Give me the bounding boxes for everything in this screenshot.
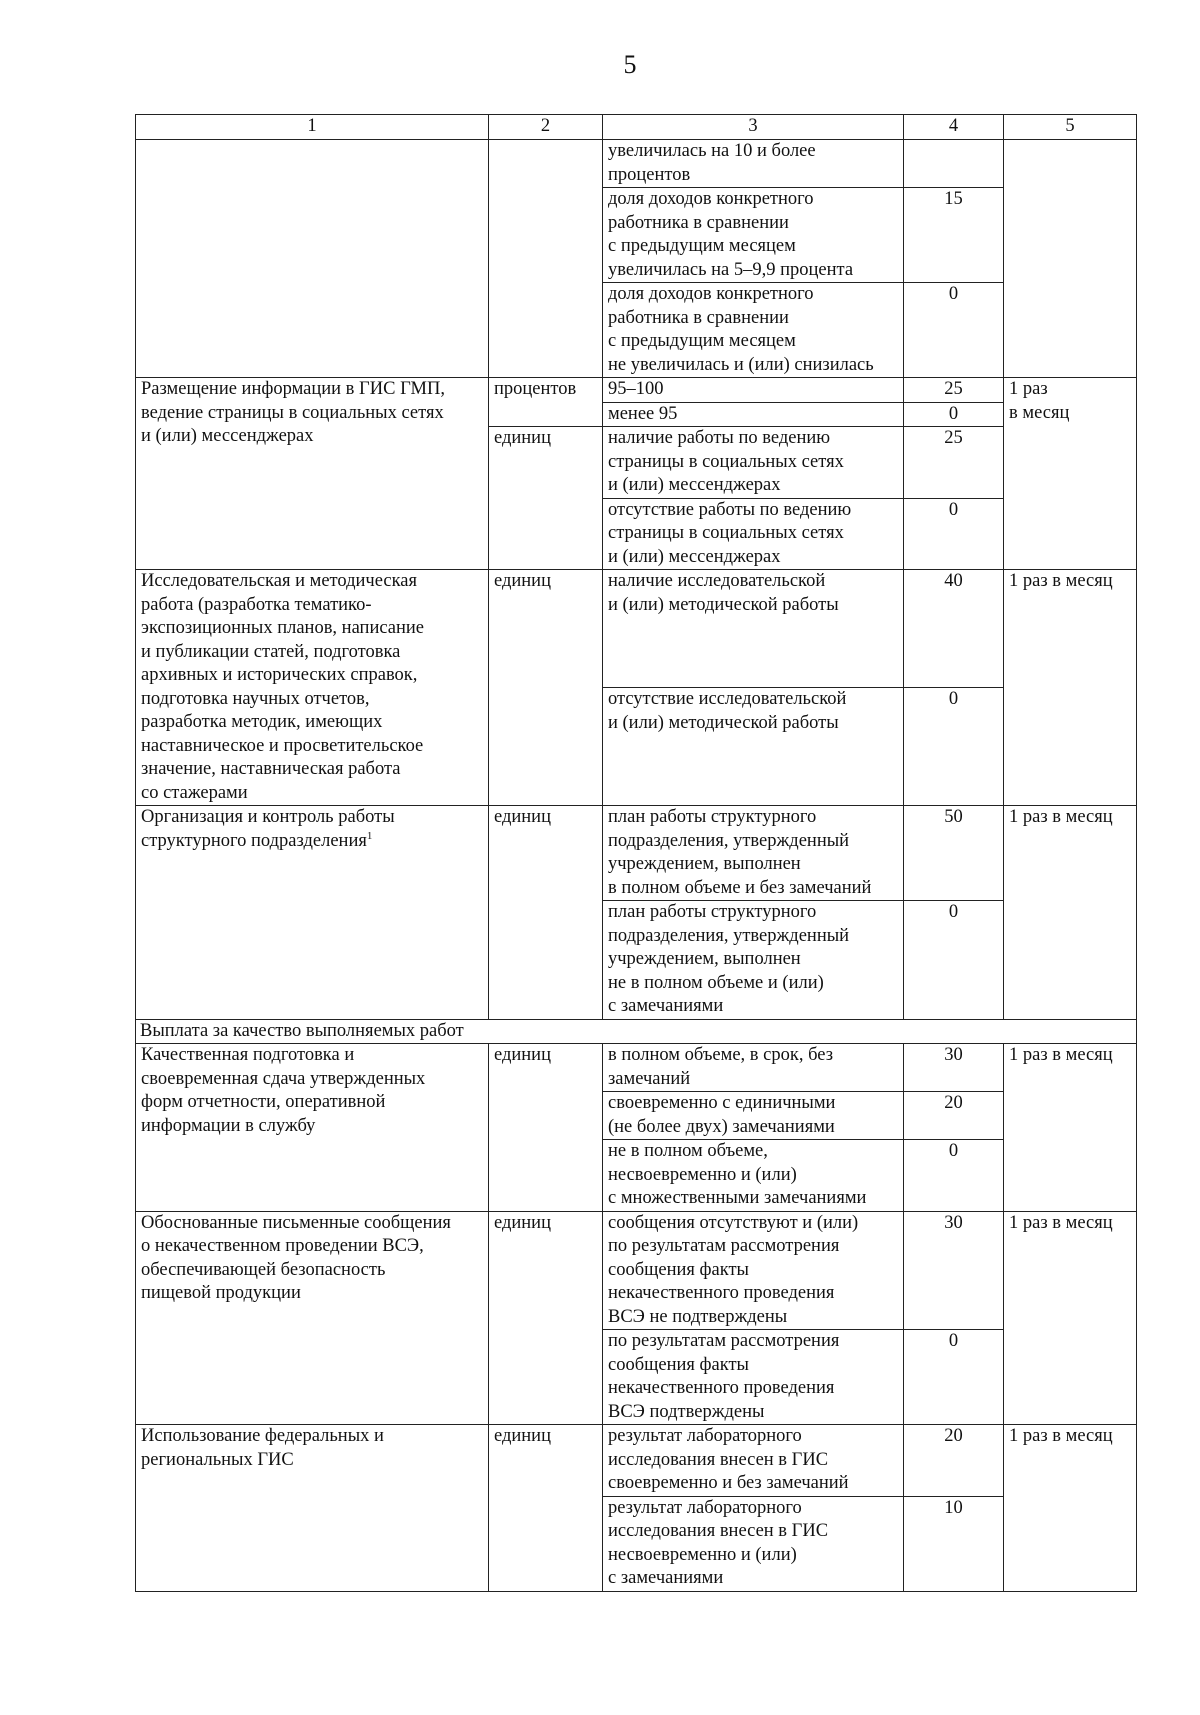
criterion-cell <box>136 140 489 378</box>
frequency-cell <box>1004 140 1137 378</box>
condition-cell: результат лабораторного исследования внесен в ГИС несвоевременно и (или) с замечаниями <box>603 1496 904 1591</box>
condition-cell: по результатам рассмотрения сообщения факты некачественного проведения ВСЭ подтверждены <box>603 1330 904 1425</box>
unit-cell: единиц <box>489 427 603 570</box>
unit-cell <box>489 140 603 378</box>
score-cell: 40 <box>904 570 1004 688</box>
column-number-5: 5 <box>1004 115 1137 140</box>
score-cell: 0 <box>904 1330 1004 1425</box>
condition-cell: в полном объеме, в срок, без замечаний <box>603 1044 904 1092</box>
condition-cell: сообщения отсутствуют и (или) по результатам рассмотрения сообщения факты некачественного проведения ВСЭ не подтверждены <box>603 1211 904 1330</box>
frequency-cell: 1 раз в месяц <box>1004 806 1137 1020</box>
score-cell: 0 <box>904 498 1004 570</box>
criterion-cell: Размещение информации в ГИС ГМП, ведение страницы в социальных сетях и (или) мессенджерах <box>136 378 489 570</box>
unit-cell: единиц <box>489 570 603 806</box>
score-cell: 0 <box>904 1140 1004 1212</box>
condition-cell: план работы структурного подразделения, утвержденный учреждением, выполнен в полном объеме и без замечаний <box>603 806 904 901</box>
section-row <box>136 1019 1137 1044</box>
unit-cell: единиц <box>489 1211 603 1425</box>
score-cell: 25 <box>904 378 1004 403</box>
unit-cell: единиц <box>489 1425 603 1592</box>
criterion-cell: Обоснованные письменные сообщения о некачественном проведении ВСЭ, обеспечивающей безопасность пищевой продукции <box>136 1211 489 1425</box>
score-cell: 10 <box>904 1496 1004 1591</box>
condition-cell: результат лабораторного исследования внесен в ГИС своевременно и без замечаний <box>603 1425 904 1497</box>
score-cell: 0 <box>904 901 1004 1020</box>
score-cell: 0 <box>904 402 1004 427</box>
score-cell: 0 <box>904 688 1004 806</box>
condition-cell: наличие исследовательской и (или) методической работы <box>603 570 904 688</box>
score-cell: 15 <box>904 188 1004 283</box>
score-cell <box>904 140 1004 188</box>
column-number-2: 2 <box>489 115 603 140</box>
score-cell: 30 <box>904 1211 1004 1330</box>
table-row <box>136 1044 1137 1092</box>
unit-cell: единиц <box>489 806 603 1020</box>
condition-cell: доля доходов конкретного работника в сравнении с предыдущим месяцем увеличилась на 5–9,9 процента <box>603 188 904 283</box>
score-cell: 20 <box>904 1425 1004 1497</box>
section-heading: Выплата за качество выполняемых работ <box>136 1019 1137 1044</box>
unit-cell: процентов <box>489 378 603 427</box>
condition-cell: не в полном объеме, несвоевременно и (или) с множественными замечаниями <box>603 1140 904 1212</box>
frequency-cell: 1 раз в месяц <box>1004 570 1137 806</box>
frequency-cell: 1 раз в месяц <box>1004 378 1137 570</box>
score-cell: 50 <box>904 806 1004 901</box>
criterion-cell: Качественная подготовка и своевременная сдача утвержденных форм отчетности, оперативной информации в службу <box>136 1044 489 1212</box>
unit-cell: единиц <box>489 1044 603 1212</box>
criteria-table <box>135 114 1137 1592</box>
criterion-text: Организация и контроль работы структурного подразделения <box>141 807 395 851</box>
condition-cell: своевременно с единичными (не более двух) замечаниями <box>603 1092 904 1140</box>
table-header-row <box>136 115 1137 140</box>
frequency-cell: 1 раз в месяц <box>1004 1044 1137 1212</box>
table-row <box>136 1425 1137 1497</box>
page-number: 5 <box>623 50 637 79</box>
table-row <box>136 378 1137 403</box>
column-number-1: 1 <box>136 115 489 140</box>
condition-cell: наличие работы по ведению страницы в социальных сетях и (или) мессенджерах <box>603 427 904 499</box>
table-row <box>136 140 1137 188</box>
condition-cell: увеличилась на 10 и более процентов <box>603 140 904 188</box>
column-number-3: 3 <box>603 115 904 140</box>
table-row <box>136 1211 1137 1330</box>
criterion-cell: Использование федеральных и региональных ГИС <box>136 1425 489 1592</box>
footnote-marker: 1 <box>366 829 373 842</box>
condition-cell: менее 95 <box>603 402 904 427</box>
condition-cell: отсутствие исследовательской и (или) методической работы <box>603 688 904 806</box>
score-cell: 0 <box>904 283 1004 378</box>
condition-cell: доля доходов конкретного работника в сравнении с предыдущим месяцем не увеличилась и (или) снизилась <box>603 283 904 378</box>
condition-cell: 95–100 <box>603 378 904 403</box>
table-row <box>136 570 1137 688</box>
condition-cell: отсутствие работы по ведению страницы в социальных сетях и (или) мессенджерах <box>603 498 904 570</box>
column-number-4: 4 <box>904 115 1004 140</box>
table-row <box>136 806 1137 901</box>
criterion-cell <box>136 806 489 1020</box>
frequency-cell: 1 раз в месяц <box>1004 1211 1137 1425</box>
score-cell: 20 <box>904 1092 1004 1140</box>
criterion-cell: Исследовательская и методическая работа (разработка тематико- экспозиционных планов, написание и публикации статей, подготовка архивных и исторических справок, подготовка научных отчетов, разработка методик, имеющих наставническое и просветительское значение, наставническая работа со стажерами <box>136 570 489 806</box>
score-cell: 25 <box>904 427 1004 499</box>
score-cell: 30 <box>904 1044 1004 1092</box>
frequency-cell: 1 раз в месяц <box>1004 1425 1137 1592</box>
condition-cell: план работы структурного подразделения, утвержденный учреждением, выполнен не в полном объеме и (или) с замечаниями <box>603 901 904 1020</box>
